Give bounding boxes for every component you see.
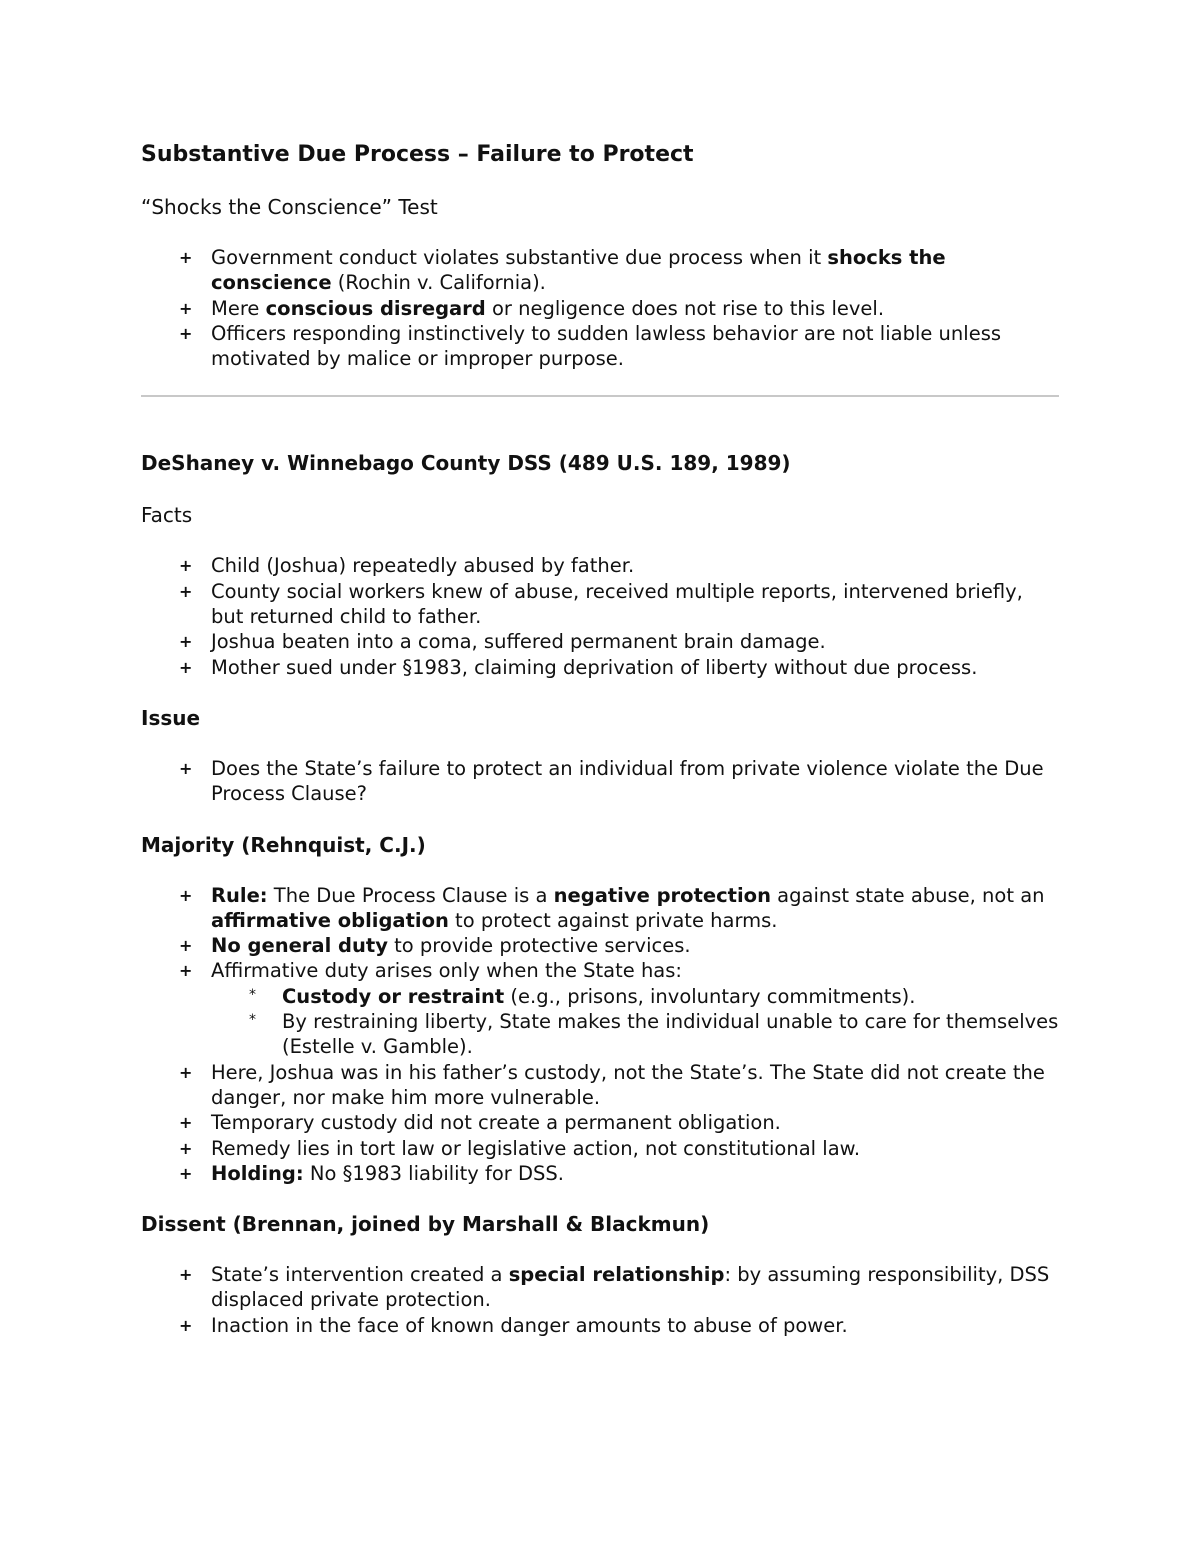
- list-item: + Mother sued under §1983, claiming deprivation of liberty without due process.: [179, 655, 978, 679]
- majority-list: [141, 883, 1059, 1187]
- list-item: + Here, Joshua was in his father’s custody, not the State’s. The State did not create the danger, nor make him more vulnerable.: [179, 1060, 1045, 1109]
- facts-list: [141, 553, 1059, 679]
- list-item: + Inaction in the face of known danger amounts to abuse of power.: [179, 1313, 848, 1337]
- plus-bullet-icon: +: [179, 961, 193, 981]
- dissent-list: [141, 1262, 1059, 1338]
- plus-bullet-icon: +: [179, 323, 193, 343]
- dissent-heading: Dissent (Brennan, joined by Marshall & Blackmun): [141, 1212, 710, 1237]
- case-title: DeShaney v. Winnebago County DSS (489 U.S. 189, 1989): [141, 451, 791, 476]
- shocks-test-list: [141, 245, 1059, 371]
- list-item: + Joshua beaten into a coma, suffered permanent brain damage.: [179, 630, 826, 654]
- plus-bullet-icon: +: [179, 657, 193, 677]
- plus-bullet-icon: +: [179, 1138, 193, 1158]
- list-item: + Remedy lies in tort law or legislative action, not constitutional law.: [179, 1136, 861, 1160]
- affirmative-duty-sublist: [211, 984, 1059, 1060]
- list-item: + County social workers knew of abuse, received multiple reports, intervened briefly, but returned child to father.: [179, 579, 1023, 629]
- sub-list-item: * Custody or restraint (e.g., prisons, involuntary commitments).: [249, 984, 916, 1008]
- list-item: + Officers responding instinctively to sudden lawless behavior are not liable unless motivated by malice or improper purpose.: [179, 321, 1002, 371]
- plus-bullet-icon: +: [179, 298, 193, 318]
- plus-bullet-icon: +: [179, 1113, 193, 1133]
- list-item: + Child (Joshua) repeatedly abused by father.: [179, 554, 635, 578]
- plus-bullet-icon: +: [179, 581, 193, 601]
- list-item: + Rule: The Due Process Clause is a negative protection against state abuse, not an affirmative obligation to protect against private harms.: [179, 883, 1045, 932]
- issue-heading: Issue: [141, 705, 201, 730]
- plus-bullet-icon: +: [179, 885, 193, 905]
- plus-bullet-icon: +: [179, 248, 193, 267]
- facts-heading: Facts: [141, 503, 193, 528]
- list-item: + Temporary custody did not create a permanent obligation.: [179, 1111, 781, 1135]
- page-title: Substantive Due Process – Failure to Protect: [141, 142, 694, 167]
- section-heading-shocks-test: “Shocks the Conscience” Test: [141, 195, 438, 219]
- plus-bullet-icon: +: [179, 1315, 193, 1335]
- list-item: + Affirmative duty arises only when the State has: * Custody or restraint (e.g., prisons, involuntary commitments). * By restraining liberty, State makes the individual unable to care for themselves (Estelle v. Gamble).: [179, 959, 1059, 1059]
- list-item: + Mere conscious disregard or negligence does not rise to this level.: [179, 296, 885, 320]
- issue-list: [141, 756, 1059, 807]
- majority-heading: Majority (Rehnquist, C.J.): [141, 832, 426, 857]
- plus-bullet-icon: +: [179, 936, 193, 956]
- list-item: + Does the State’s failure to protect an individual from private violence violate the Due Process Clause?: [179, 756, 1044, 806]
- list-item: + No general duty to provide protective services.: [179, 934, 691, 958]
- list-item: + State’s intervention created a special relationship: by assuming responsibility, DSS displaced private protection.: [179, 1263, 1050, 1312]
- plus-bullet-icon: +: [179, 632, 193, 652]
- plus-bullet-icon: +: [179, 1062, 193, 1082]
- star-bullet-icon: *: [249, 986, 256, 1003]
- list-item: + Holding: No §1983 liability for DSS.: [179, 1161, 564, 1185]
- list-item: + Government conduct violates substantive due process when it shocks the conscience (Rochin v. California).: [179, 246, 946, 295]
- document-page: [141, 140, 1059, 1362]
- plus-bullet-icon: +: [179, 758, 193, 778]
- sub-list-item: * By restraining liberty, State makes the individual unable to care for themselves (Estelle v. Gamble).: [249, 1010, 1059, 1059]
- plus-bullet-icon: +: [179, 556, 193, 576]
- plus-bullet-icon: +: [179, 1163, 193, 1183]
- star-bullet-icon: *: [249, 1012, 256, 1029]
- plus-bullet-icon: +: [179, 1265, 193, 1285]
